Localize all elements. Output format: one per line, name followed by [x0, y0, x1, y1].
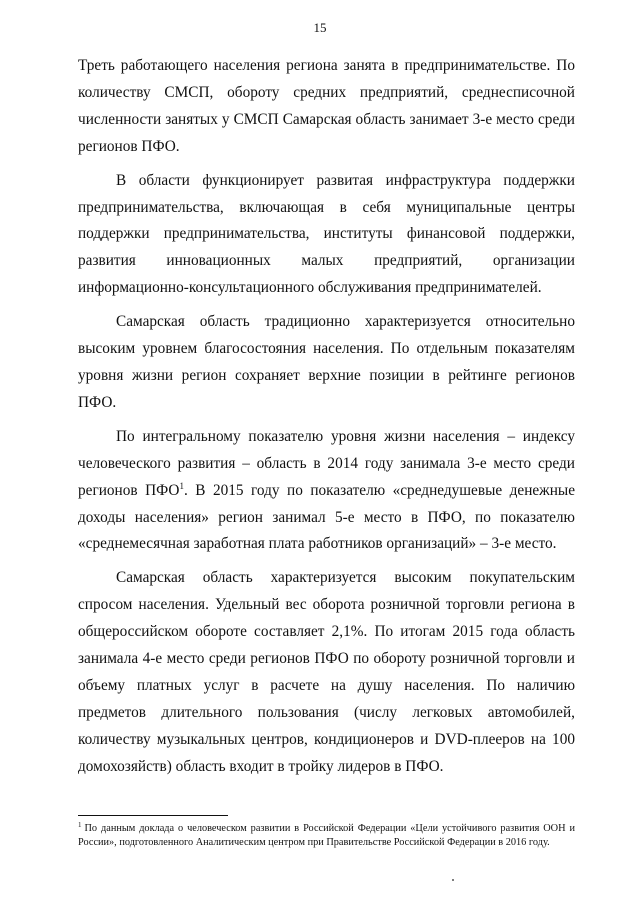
paragraph-4-text-after-ref: . В 2015 году по показателю «среднедушевые денежные доходы населения» регион занимал 5-е место в ПФО, по показателю «среднемесячная заработная плата работников организаций» – 3-е место. — [78, 481, 575, 553]
footnote — [78, 822, 575, 850]
scan-speck — [452, 879, 454, 881]
paragraph-1: Треть работающего населения региона занята в предпринимательстве. По количеству СМСП, обороту средних предприятий, среднесписочной численности занятых у СМСП Самарская область занимает 3-е место среди регионов ПФО. — [78, 57, 575, 155]
paragraph-2: В области функционирует развитая инфраструктура поддержки предпринимательства, включающая в себя муниципальные центры поддержки предпринимательства, институты финансовой поддержки, развития инновационных малых предприятий, организации информационно-консультационного обслуживания предпринимателей. — [78, 171, 575, 297]
body-text — [78, 53, 575, 788]
paragraph-5: Самарская область характеризуется высоким покупательским спросом населения. Удельный вес оборота розничной торговли региона в общероссийском обороте составляет 2,1%. По итогам 2015 года область занимала 4-е место среди регионов ПФО по обороту розничной торговли и объему платных услуг в расчете на душу населения. По наличию предметов длительного пользования (числу легковых автомобилей, количеству музыкальных центров, кондиционеров и DVD-плееров на 100 домохозяйств) область входит в тройку лидеров в ПФО. — [78, 569, 575, 775]
footnote-text: По данным доклада о человеческом развитии в Российской Федерации «Цели устойчивого развития ООН и России», подготовленного Аналитическим центром при Правительстве Российской Федерации в 2016 году. — [78, 823, 575, 848]
paragraph-3: Самарская область традиционно характеризуется относительно высоким уровнем благосостояния населения. По отдельным показателям уровня жизни регион сохраняет верхние позиции в рейтинге регионов ПФО. — [78, 313, 575, 411]
page-number: 15 — [313, 20, 327, 35]
paragraph-4 — [78, 424, 575, 559]
footnote-separator — [78, 815, 228, 816]
footnote-reference: 1 — [179, 480, 184, 491]
paragraph-4-text-before-ref: По интегральному показателю уровня жизни населения – индексу человеческого развития – область в 2014 году занимала 3-е место среди регионов ПФО — [78, 427, 575, 499]
footnote-marker: 1 — [78, 820, 82, 829]
